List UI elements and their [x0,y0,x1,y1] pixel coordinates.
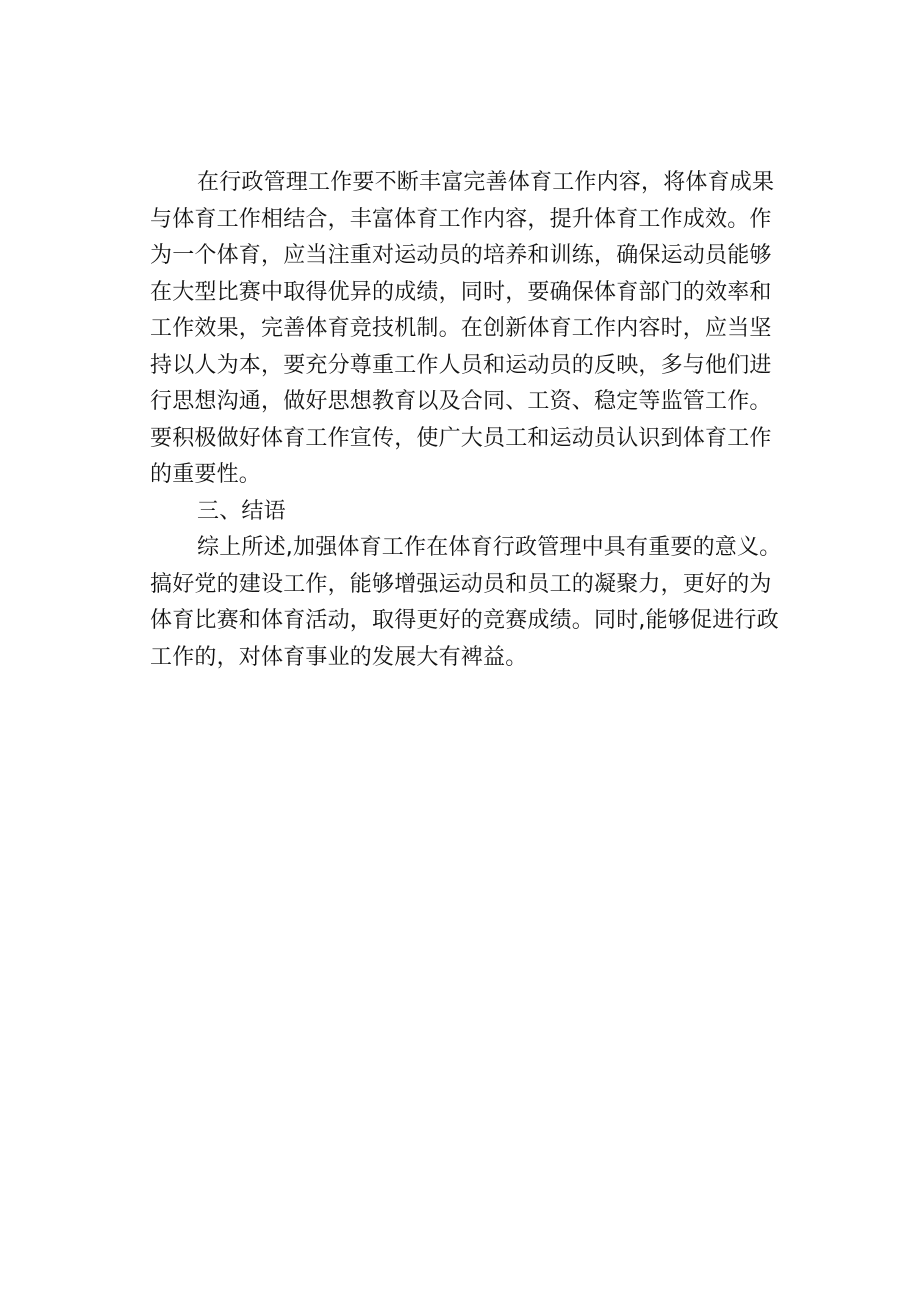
text-line: 与体育工作相结合，丰富体育工作内容，提升体育工作成效。作 [150,206,772,232]
text-line: 综上所述,加强体育工作在体育行政管理中具有重要的意义。 [197,535,782,560]
paragraph-conclusion [150,530,810,676]
document-body [150,165,810,676]
text-line: 持以人为本，要充分尊重工作人员和运动员的反映，多与他们进 [150,352,772,378]
text-line: 在行政管理工作要不断丰富完善体育工作内容，将体育成果 [197,170,775,195]
text-line: 为一个体育，应当注重对运动员的培养和训练，确保运动员能够 [150,243,772,268]
text-line: 工作效果，完善体育竞技机制。在创新体育工作内容时，应当坚 [150,316,772,341]
text-line: 搞好党的建设工作，能够增强运动员和员工的凝聚力，更好的为 [150,571,772,597]
section-heading: 三、结语 [197,498,286,524]
text-line: 要积极做好体育工作宣传，使广大员工和运动员认识到体育工作 [150,425,772,451]
paragraph-main [150,165,810,494]
text-line: 体育比赛和体育活动，取得更好的竞赛成绩。同时,能够促进行政 [150,608,779,633]
text-line: 在大型比赛中取得优异的成绩，同时，要确保体育部门的效率和 [150,279,772,305]
text-line: 行思想沟通，做好思想教育以及合同、工资、稳定等监管工作。 [150,389,772,414]
text-line: 的重要性。 [150,462,262,487]
text-line: 工作的，对体育事业的发展大有裨益。 [150,644,528,670]
